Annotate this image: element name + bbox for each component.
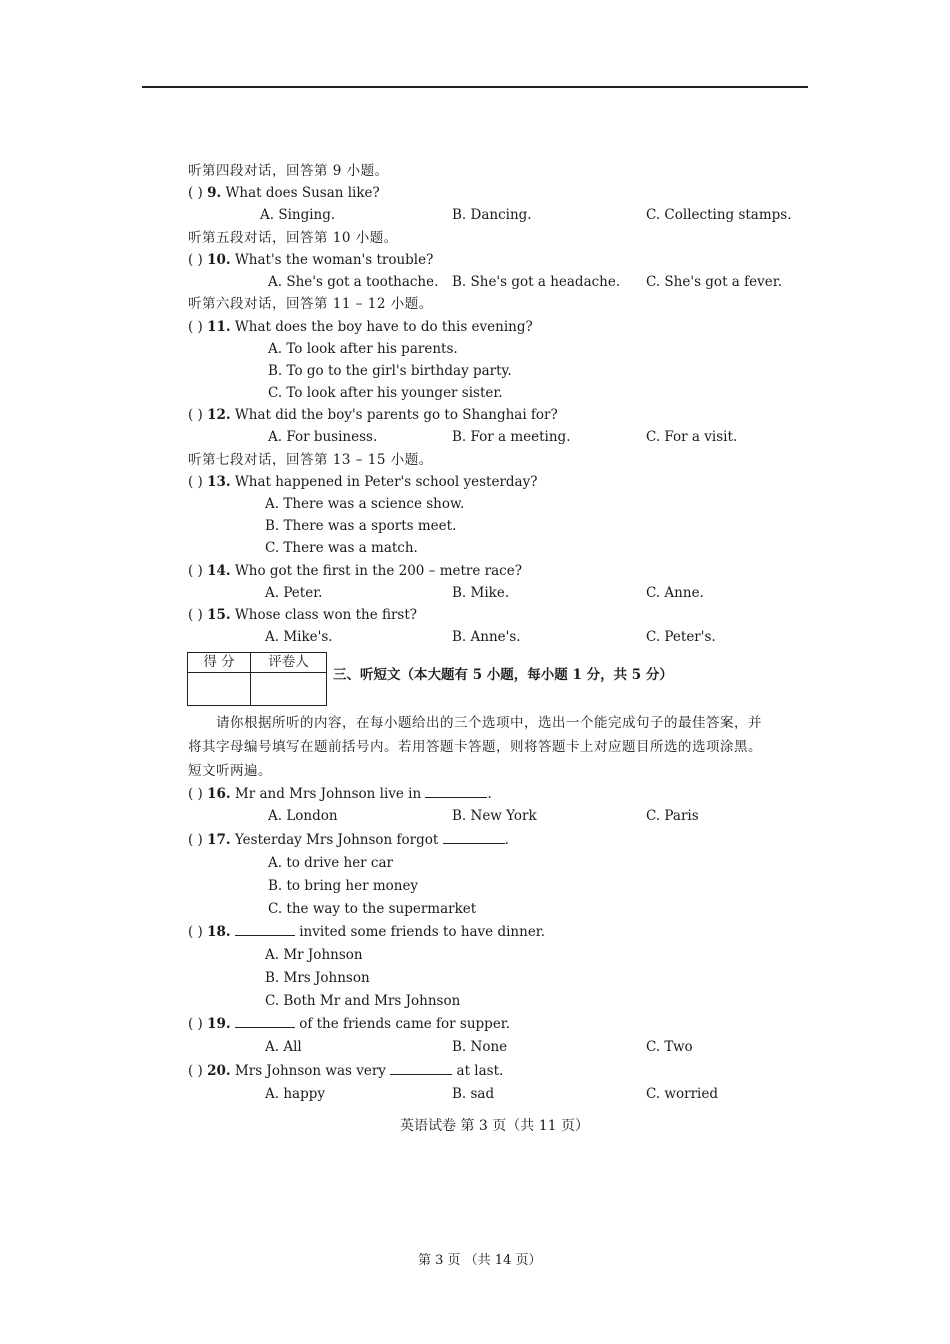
- question-text-end: .: [504, 832, 509, 848]
- option-b: B. New York: [452, 808, 537, 824]
- option-b: B. Mrs Johnson: [265, 970, 370, 986]
- answer-paren[interactable]: ( ): [188, 474, 203, 490]
- question-15: [188, 606, 417, 624]
- option-c: C. Paris: [646, 808, 699, 824]
- answer-paren[interactable]: ( ): [188, 607, 203, 623]
- question-11: [188, 318, 533, 336]
- answer-blank: [235, 935, 295, 936]
- question-text: What happened in Peter's school yesterday?: [234, 474, 538, 490]
- option-b: B. She's got a headache.: [452, 274, 621, 290]
- option-a: A. happy: [265, 1086, 325, 1102]
- question-number: 16.: [207, 786, 231, 802]
- question-9: [188, 184, 380, 202]
- question-10: [188, 251, 433, 269]
- option-b: B. Dancing.: [452, 207, 532, 223]
- section-header-5: 听第五段对话，回答第 10 小题。: [188, 230, 398, 246]
- grader-header: 评卷人: [268, 654, 309, 670]
- question-16: [188, 785, 492, 803]
- paper-footer: 英语试卷 第 3 页（共 11 页）: [400, 1118, 589, 1134]
- option-b: B. Mike.: [452, 585, 510, 601]
- option-a: A. She's got a toothache.: [268, 274, 439, 290]
- question-text: Yesterday Mrs Johnson forgot: [234, 832, 439, 848]
- question-text: What does Susan like?: [225, 185, 380, 201]
- answer-blank: [425, 797, 487, 798]
- answer-blank: [390, 1074, 452, 1075]
- option-a: A. Peter.: [265, 585, 323, 601]
- option-a: A. to drive her car: [268, 855, 393, 871]
- option-c: C. To look after his younger sister.: [268, 385, 503, 401]
- question-number: 14.: [207, 563, 231, 579]
- option-b: B. to bring her money: [268, 878, 419, 894]
- question-number: 20.: [207, 1063, 231, 1079]
- answer-blank: [443, 843, 505, 844]
- part3-title: 三、听短文（本大题有 5 小题，每小题 1 分，共 5 分）: [333, 667, 673, 683]
- option-b: B. Anne's.: [452, 629, 521, 645]
- option-b: B. For a meeting.: [452, 429, 571, 445]
- question-12: [188, 406, 558, 424]
- option-c: C. the way to the supermarket: [268, 901, 477, 917]
- page-footer: 第 3 页 （共 14 页）: [418, 1253, 542, 1268]
- question-text-end: at last.: [456, 1063, 504, 1079]
- header-rule: [142, 86, 808, 88]
- question-number: 11.: [207, 319, 231, 335]
- question-number: 15.: [207, 607, 231, 623]
- option-a: A. For business.: [268, 429, 378, 445]
- question-text: invited some friends to have dinner.: [299, 924, 546, 940]
- option-a: A. Singing.: [260, 207, 336, 223]
- question-text: Who got the first in the 200 – metre race?: [234, 563, 522, 579]
- answer-paren[interactable]: ( ): [188, 1016, 203, 1032]
- question-number: 9.: [207, 185, 222, 201]
- question-number: 12.: [207, 407, 231, 423]
- answer-paren[interactable]: ( ): [188, 252, 203, 268]
- section-header-4: 听第四段对话，回答第 9 小题。: [188, 163, 389, 179]
- question-number: 17.: [207, 832, 231, 848]
- answer-paren[interactable]: ( ): [188, 786, 203, 802]
- question-text: Whose class won the first?: [234, 607, 418, 623]
- answer-paren[interactable]: ( ): [188, 1063, 203, 1079]
- option-a: A. There was a science show.: [265, 496, 465, 512]
- option-b: B. To go to the girl's birthday party.: [268, 363, 512, 379]
- answer-paren[interactable]: ( ): [188, 832, 203, 848]
- question-number: 10.: [207, 252, 231, 268]
- option-c: C. Peter's.: [646, 629, 716, 645]
- score-header: 得 分: [203, 654, 235, 670]
- option-c: C. For a visit.: [646, 429, 738, 445]
- score-table: [187, 652, 327, 706]
- question-number: 18.: [207, 924, 231, 940]
- option-b: B. There was a sports meet.: [265, 518, 457, 534]
- answer-paren[interactable]: ( ): [188, 924, 203, 940]
- question-text: What does the boy have to do this evening?: [234, 319, 533, 335]
- instructions-line-1: 请你根据所听的内容，在每小题给出的三个选项中，选出一个能完成句子的最佳答案，并: [216, 715, 762, 731]
- question-text: What did the boy's parents go to Shanghai for?: [234, 407, 558, 423]
- option-b: B. None: [452, 1039, 508, 1055]
- option-c: C. worried: [646, 1086, 718, 1102]
- option-c: C. Anne.: [646, 585, 704, 601]
- option-c: C. Collecting stamps.: [646, 207, 792, 223]
- answer-paren[interactable]: ( ): [188, 185, 203, 201]
- question-14: [188, 562, 522, 580]
- option-c: C. She's got a fever.: [646, 274, 782, 290]
- question-text-end: .: [487, 786, 492, 802]
- question-number: 19.: [207, 1016, 231, 1032]
- option-a: A. All: [265, 1039, 302, 1055]
- question-text: What's the woman's trouble?: [234, 252, 434, 268]
- answer-paren[interactable]: ( ): [188, 407, 203, 423]
- question-18: [188, 923, 545, 941]
- option-c: C. Two: [646, 1039, 693, 1055]
- option-b: B. sad: [452, 1086, 495, 1102]
- question-number: 13.: [207, 474, 231, 490]
- question-19: [188, 1015, 510, 1033]
- section-header-6: 听第六段对话，回答第 11 – 12 小题。: [188, 296, 433, 312]
- option-a: A. Mike's.: [265, 629, 333, 645]
- option-c: C. There was a match.: [265, 540, 418, 556]
- instructions-line-3: 短文听两遍。: [188, 763, 272, 779]
- option-c: C. Both Mr and Mrs Johnson: [265, 993, 461, 1009]
- option-a: A. London: [268, 808, 338, 824]
- instructions-line-2: 将其字母编号填写在题前括号内。若用答题卡答题，则将答题卡上对应题目所选的选项涂黑。: [188, 739, 762, 755]
- table-divider: [188, 672, 326, 673]
- section-header-7: 听第七段对话，回答第 13 – 15 小题。: [188, 452, 433, 468]
- answer-blank: [235, 1027, 295, 1028]
- option-a: A. Mr Johnson: [265, 947, 363, 963]
- question-text: Mrs Johnson was very: [234, 1063, 386, 1079]
- question-text: of the friends came for supper.: [299, 1016, 511, 1032]
- answer-paren[interactable]: ( ): [188, 319, 203, 335]
- question-17: [188, 831, 509, 849]
- question-20: [188, 1062, 503, 1080]
- option-a: A. To look after his parents.: [268, 341, 458, 357]
- question-text: Mr and Mrs Johnson live in: [234, 786, 422, 802]
- question-13: [188, 473, 537, 491]
- table-divider: [250, 653, 251, 705]
- answer-paren[interactable]: ( ): [188, 563, 203, 579]
